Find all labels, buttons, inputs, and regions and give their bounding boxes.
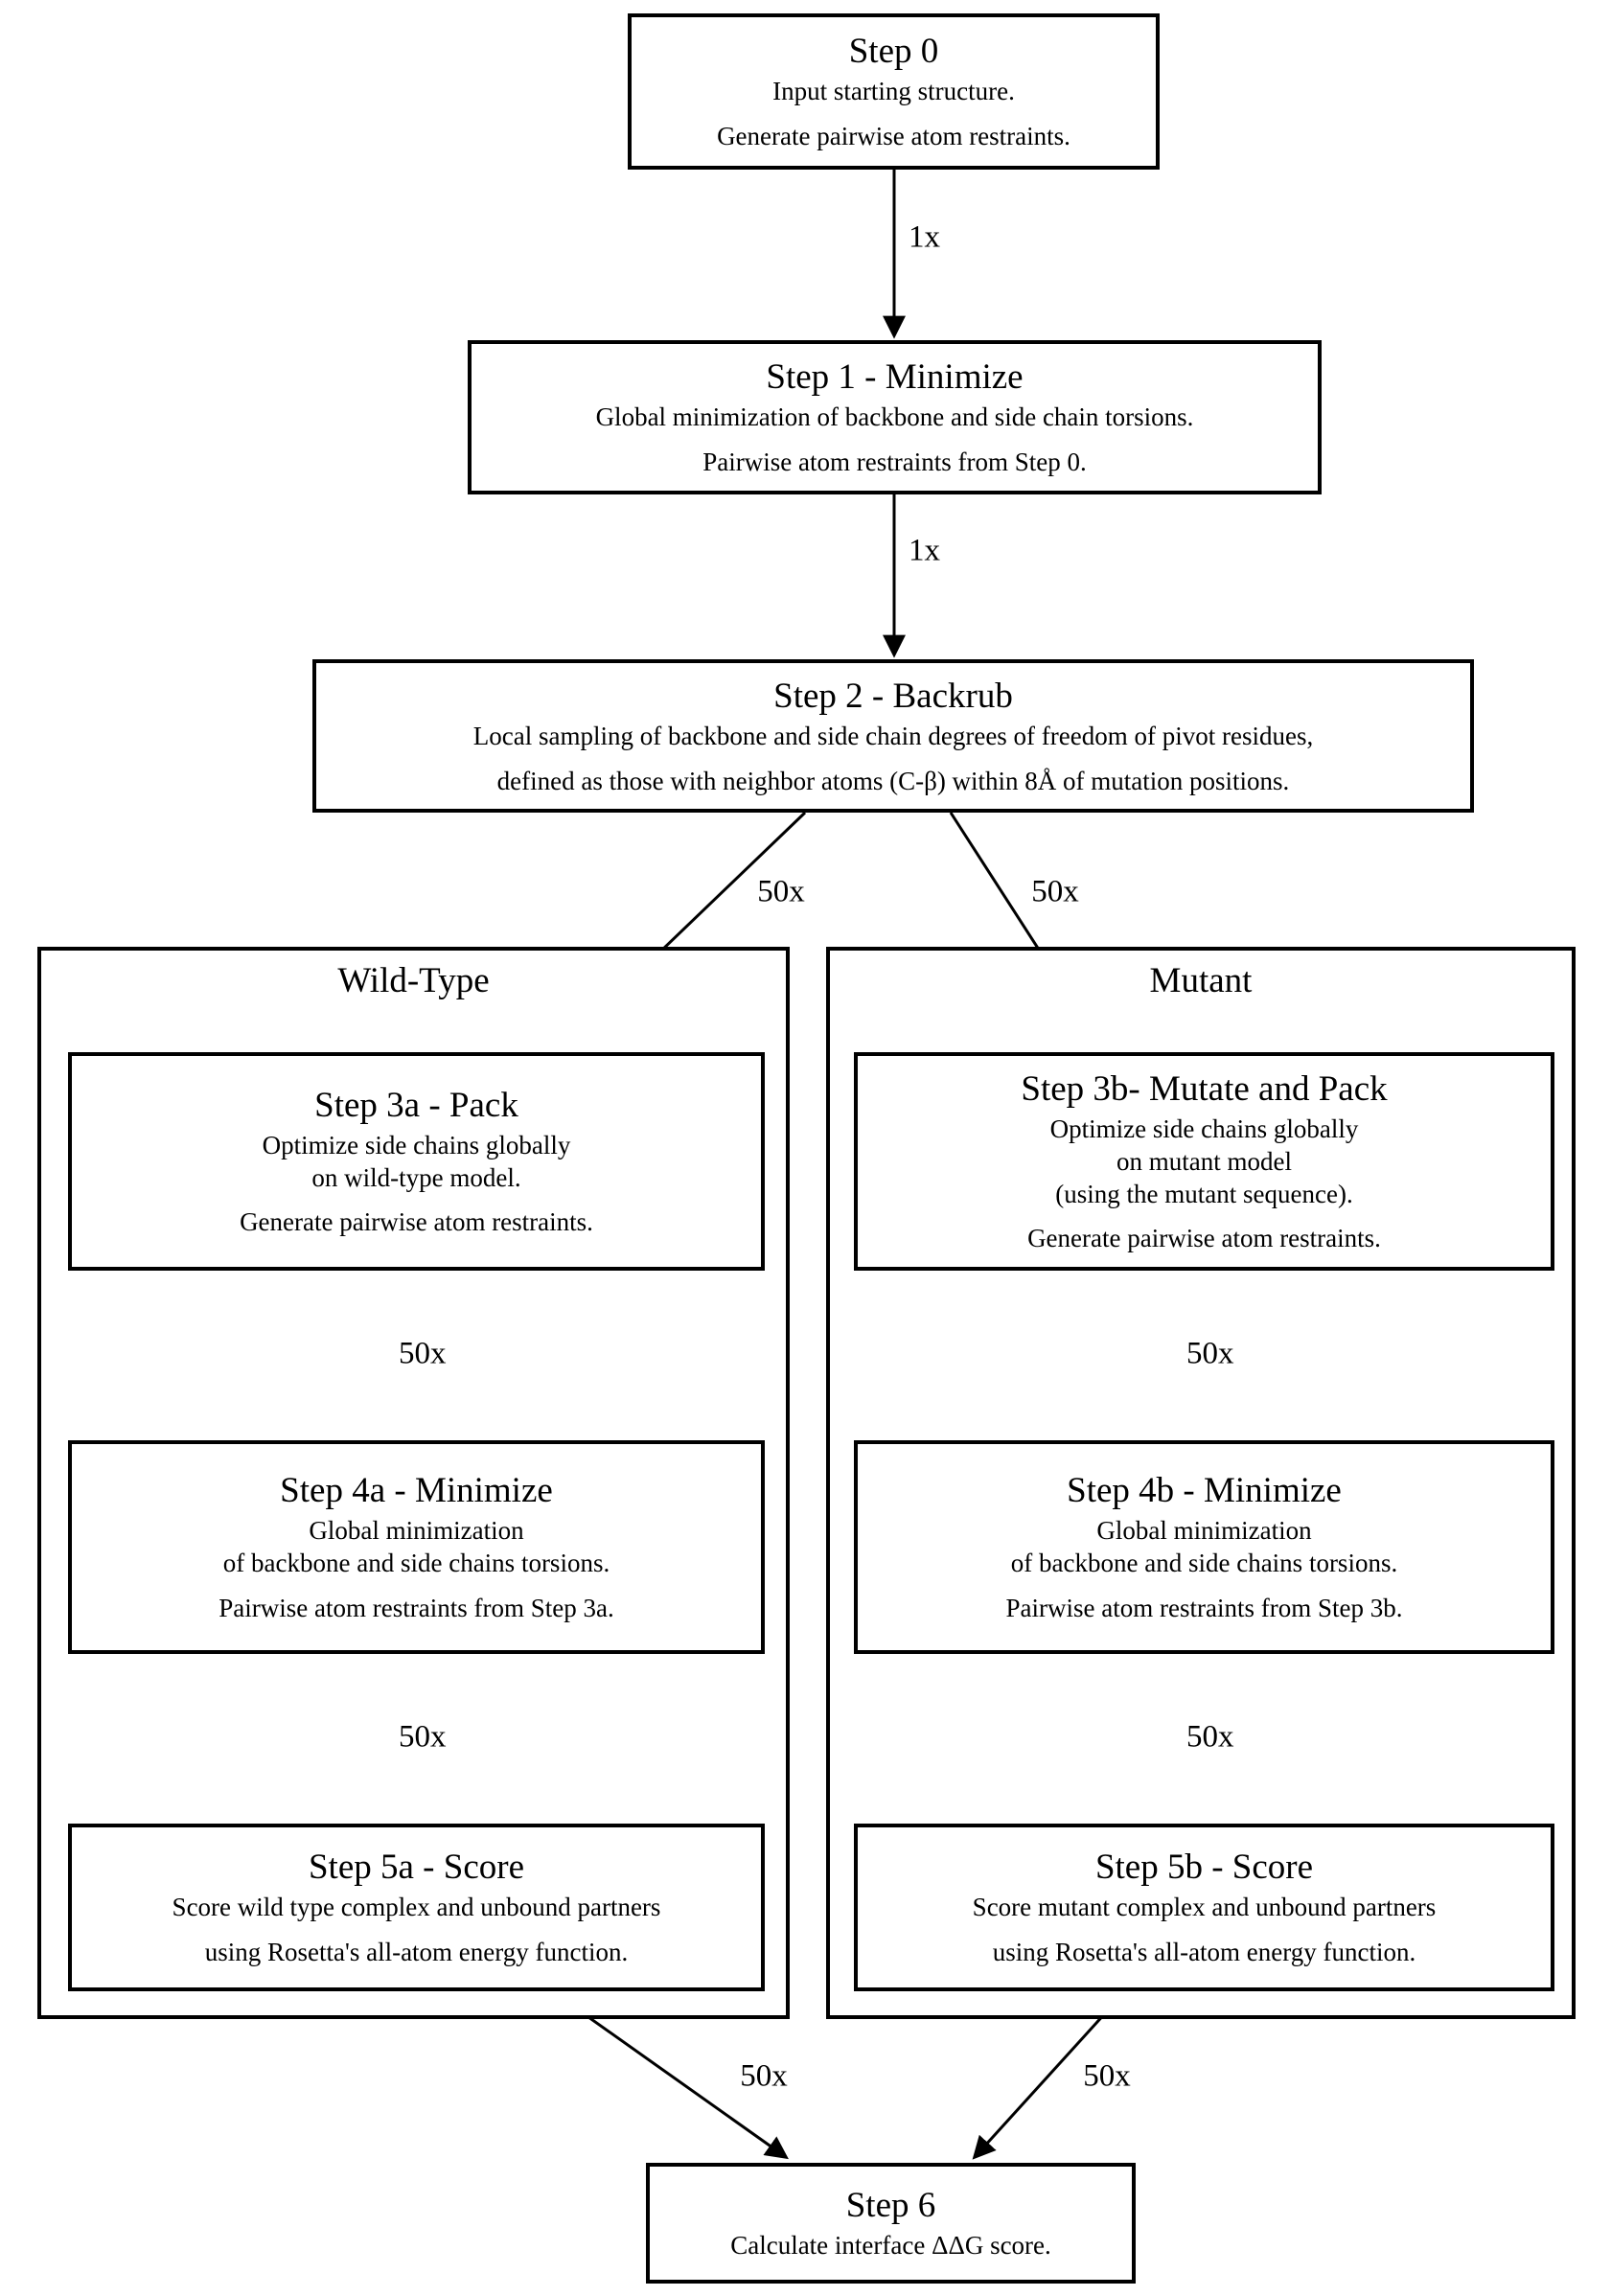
edge-label-step0-step1: 1x — [909, 219, 940, 255]
edge-label-step4b-step5b: 50x — [1186, 1719, 1234, 1755]
edge-label-step3b-step4b: 50x — [1186, 1336, 1234, 1371]
step5b-title: Step 5b - Score — [1094, 1848, 1314, 1888]
edge-label-step1-step2: 1x — [909, 533, 940, 568]
edge-label-step3a-step4a: 50x — [399, 1336, 447, 1371]
step3a-text-line: Optimize side chains globally — [262, 1130, 571, 1159]
step2-text-line: Local sampling of backbone and side chain degrees of freedom of pivot residues, — [472, 721, 1314, 750]
step4b-box — [854, 1440, 1554, 1654]
edge-label-step4a-step5a: 50x — [399, 1719, 447, 1755]
step4a-text-line: of backbone and side chains torsions. — [222, 1549, 610, 1578]
step4b-text-line: Global minimization — [1096, 1516, 1312, 1546]
step4a-title: Step 4a - Minimize — [280, 1471, 553, 1511]
edge-label-step2-step3b: 50x — [1031, 874, 1079, 909]
step0-box — [628, 13, 1160, 170]
mutant-group-label: Mutant — [1149, 961, 1253, 1000]
step4b-text-line: Pairwise atom restraints from Step 3b. — [1005, 1593, 1403, 1622]
step0-text-line: Input starting structure. — [772, 77, 1015, 106]
step6-title: Step 6 — [845, 2186, 936, 2226]
step3b-title: Step 3b- Mutate and Pack — [1021, 1068, 1388, 1109]
edge-label-step2-step3a: 50x — [757, 874, 805, 909]
step1-box — [468, 340, 1322, 494]
step5a-title: Step 5a - Score — [308, 1848, 525, 1888]
step5a-text-line: Score wild type complex and unbound partners — [172, 1893, 661, 1922]
step3a-title: Step 3a - Pack — [314, 1085, 518, 1125]
step5b-text-line: using Rosetta's all-atom energy function. — [992, 1938, 1416, 1967]
edge-label-step5b-step6: 50x — [1083, 2058, 1131, 2094]
step4b-title: Step 4b - Minimize — [1067, 1471, 1342, 1511]
step1-text-line: Pairwise atom restraints from Step 0. — [702, 448, 1087, 477]
step3b-text-line: on mutant model — [1116, 1146, 1292, 1176]
step6-box — [646, 2163, 1136, 2284]
step3a-text-line: Generate pairwise atom restraints. — [240, 1207, 593, 1237]
step3b-box — [854, 1052, 1554, 1271]
step4a-text-line: Global minimization — [309, 1516, 524, 1546]
step0-title: Step 0 — [848, 32, 939, 72]
edge-label-step5a-step6: 50x — [740, 2058, 788, 2094]
step0-text-line: Generate pairwise atom restraints. — [717, 122, 1070, 151]
step5b-text-line: Score mutant complex and unbound partners — [972, 1893, 1437, 1922]
step3a-box — [68, 1052, 765, 1271]
step4a-box — [68, 1440, 765, 1654]
step4b-text-line: of backbone and side chains torsions. — [1010, 1549, 1398, 1578]
step3b-text-line: (using the mutant sequence). — [1055, 1179, 1353, 1208]
step3b-text-line: Generate pairwise atom restraints. — [1027, 1224, 1381, 1253]
step3b-text-line: Optimize side chains globally — [1049, 1114, 1359, 1144]
step5a-box — [68, 1824, 765, 1991]
step1-text-line: Global minimization of backbone and side chain torsions. — [595, 402, 1194, 432]
step1-title: Step 1 - Minimize — [766, 357, 1024, 398]
step3a-text-line: on wild-type model. — [311, 1162, 521, 1192]
step6-text-line: Calculate interface ΔΔG score. — [730, 2231, 1051, 2261]
wildtype-group-label: Wild-Type — [337, 961, 490, 1000]
step5a-text-line: using Rosetta's all-atom energy function. — [204, 1938, 629, 1967]
step2-box — [312, 659, 1474, 813]
step5b-box — [854, 1824, 1554, 1991]
step4a-text-line: Pairwise atom restraints from Step 3a. — [219, 1593, 614, 1622]
step2-text-line: defined as those with neighbor atoms (C-β) within 8Å of mutation positions. — [496, 766, 1290, 795]
step2-title: Step 2 - Backrub — [773, 676, 1013, 716]
